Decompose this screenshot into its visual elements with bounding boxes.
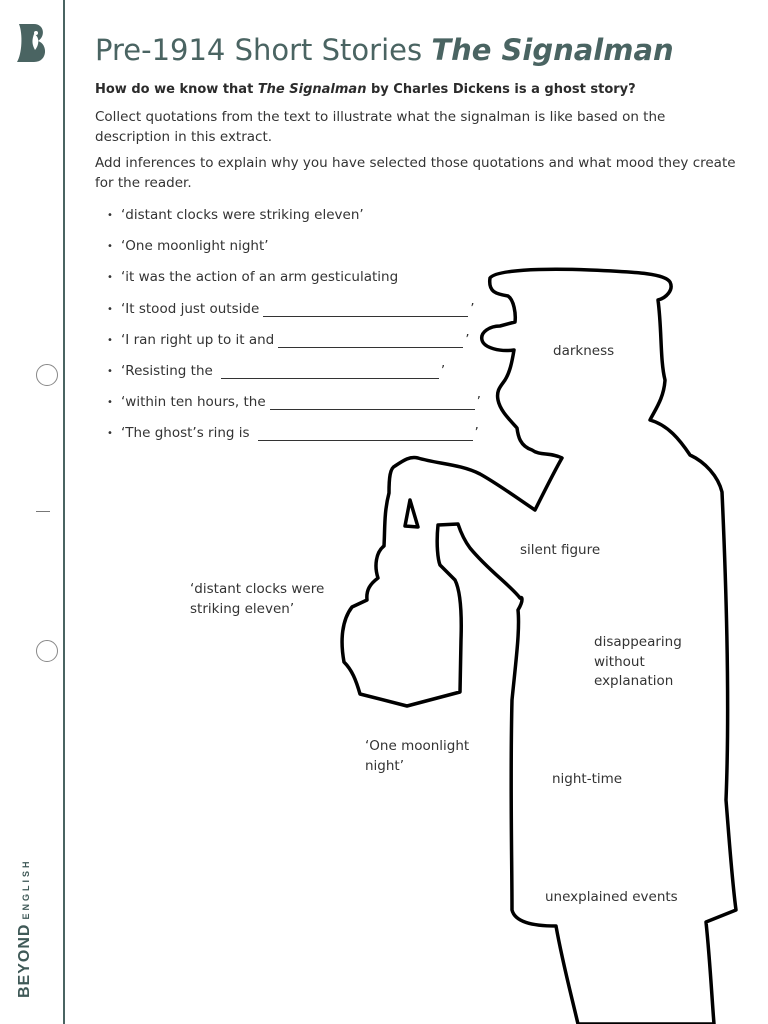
quote-text: ‘Resisting the <box>121 362 213 379</box>
label-unexplained-events: unexplained events <box>545 889 678 905</box>
quote-close: ’ <box>476 394 481 411</box>
quote-text: ‘I ran right up to it and <box>121 331 275 348</box>
title-italic: The Signalman <box>431 33 674 67</box>
label-silent-figure: silent figure <box>520 542 601 558</box>
label-line: disappearing <box>594 634 682 650</box>
quote-text: ‘It stood just outside <box>121 300 260 317</box>
list-item: • ‘within ten hours, the ’ <box>107 394 481 411</box>
quotation-list <box>107 204 481 454</box>
title-main: Pre-1914 Short Stories <box>95 33 432 67</box>
label-line: striking eleven’ <box>190 600 295 617</box>
label-line: without <box>594 653 645 670</box>
question-after: by Charles Dickens is a ghost story? <box>366 82 636 97</box>
label-line: night’ <box>365 757 405 774</box>
quote-text: ‘One moonlight night’ <box>121 238 269 255</box>
instruction-inferences: Add inferences to explain why you have selected those quotations and what mood they create for the reader. <box>95 155 736 191</box>
quote-text: ‘it was the action of an arm gesticulating <box>121 269 399 286</box>
quote-text: ‘within ten hours, the <box>121 394 266 411</box>
list-item: • ‘Resisting the ’ <box>107 362 446 379</box>
fill-in-blank[interactable] <box>270 395 475 410</box>
quote-close: ’ <box>465 331 470 348</box>
list-item: • ‘distant clocks were striking eleven’ <box>107 207 364 223</box>
label-line: ‘distant clocks were <box>190 581 325 597</box>
list-item: • ‘it was the action of an arm gesticulating <box>107 269 399 286</box>
label-line: ‘One moonlight <box>365 738 470 754</box>
label-night-time: night-time <box>552 771 623 787</box>
label-line: explanation <box>594 673 674 689</box>
list-item: • ‘The ghost’s ring is ’ <box>107 425 479 442</box>
quote-close: ’ <box>474 425 479 442</box>
quote-text: ‘distant clocks were striking eleven’ <box>121 207 364 223</box>
quote-text: ‘The ghost’s ring is <box>121 425 250 442</box>
fill-in-blank[interactable] <box>258 426 473 441</box>
label-disappearing <box>594 633 682 692</box>
list-item: • ‘I ran right up to it and ’ <box>107 331 470 348</box>
list-item: • ‘One moonlight night’ <box>107 238 269 255</box>
fill-in-blank[interactable] <box>221 364 439 379</box>
label-darkness: darkness <box>553 343 615 359</box>
label-moonlight <box>365 737 469 776</box>
label-distant-clocks <box>190 580 324 619</box>
brand-word-english: ENGLISH <box>21 858 31 920</box>
fill-in-blank[interactable] <box>278 333 463 348</box>
quote-close: ’ <box>470 300 475 317</box>
question-italic: The Signalman <box>257 82 367 97</box>
fill-in-blank[interactable] <box>263 302 468 317</box>
brand-word-beyond: BEYOND <box>16 923 33 998</box>
quote-close: ’ <box>440 362 446 379</box>
question-before: How do we know that <box>95 82 258 97</box>
list-item: • ‘It stood just outside ’ <box>107 300 475 317</box>
instruction-collect: Collect quotations from the text to illustrate what the signalman is like based on the description in this extract. <box>95 109 666 145</box>
